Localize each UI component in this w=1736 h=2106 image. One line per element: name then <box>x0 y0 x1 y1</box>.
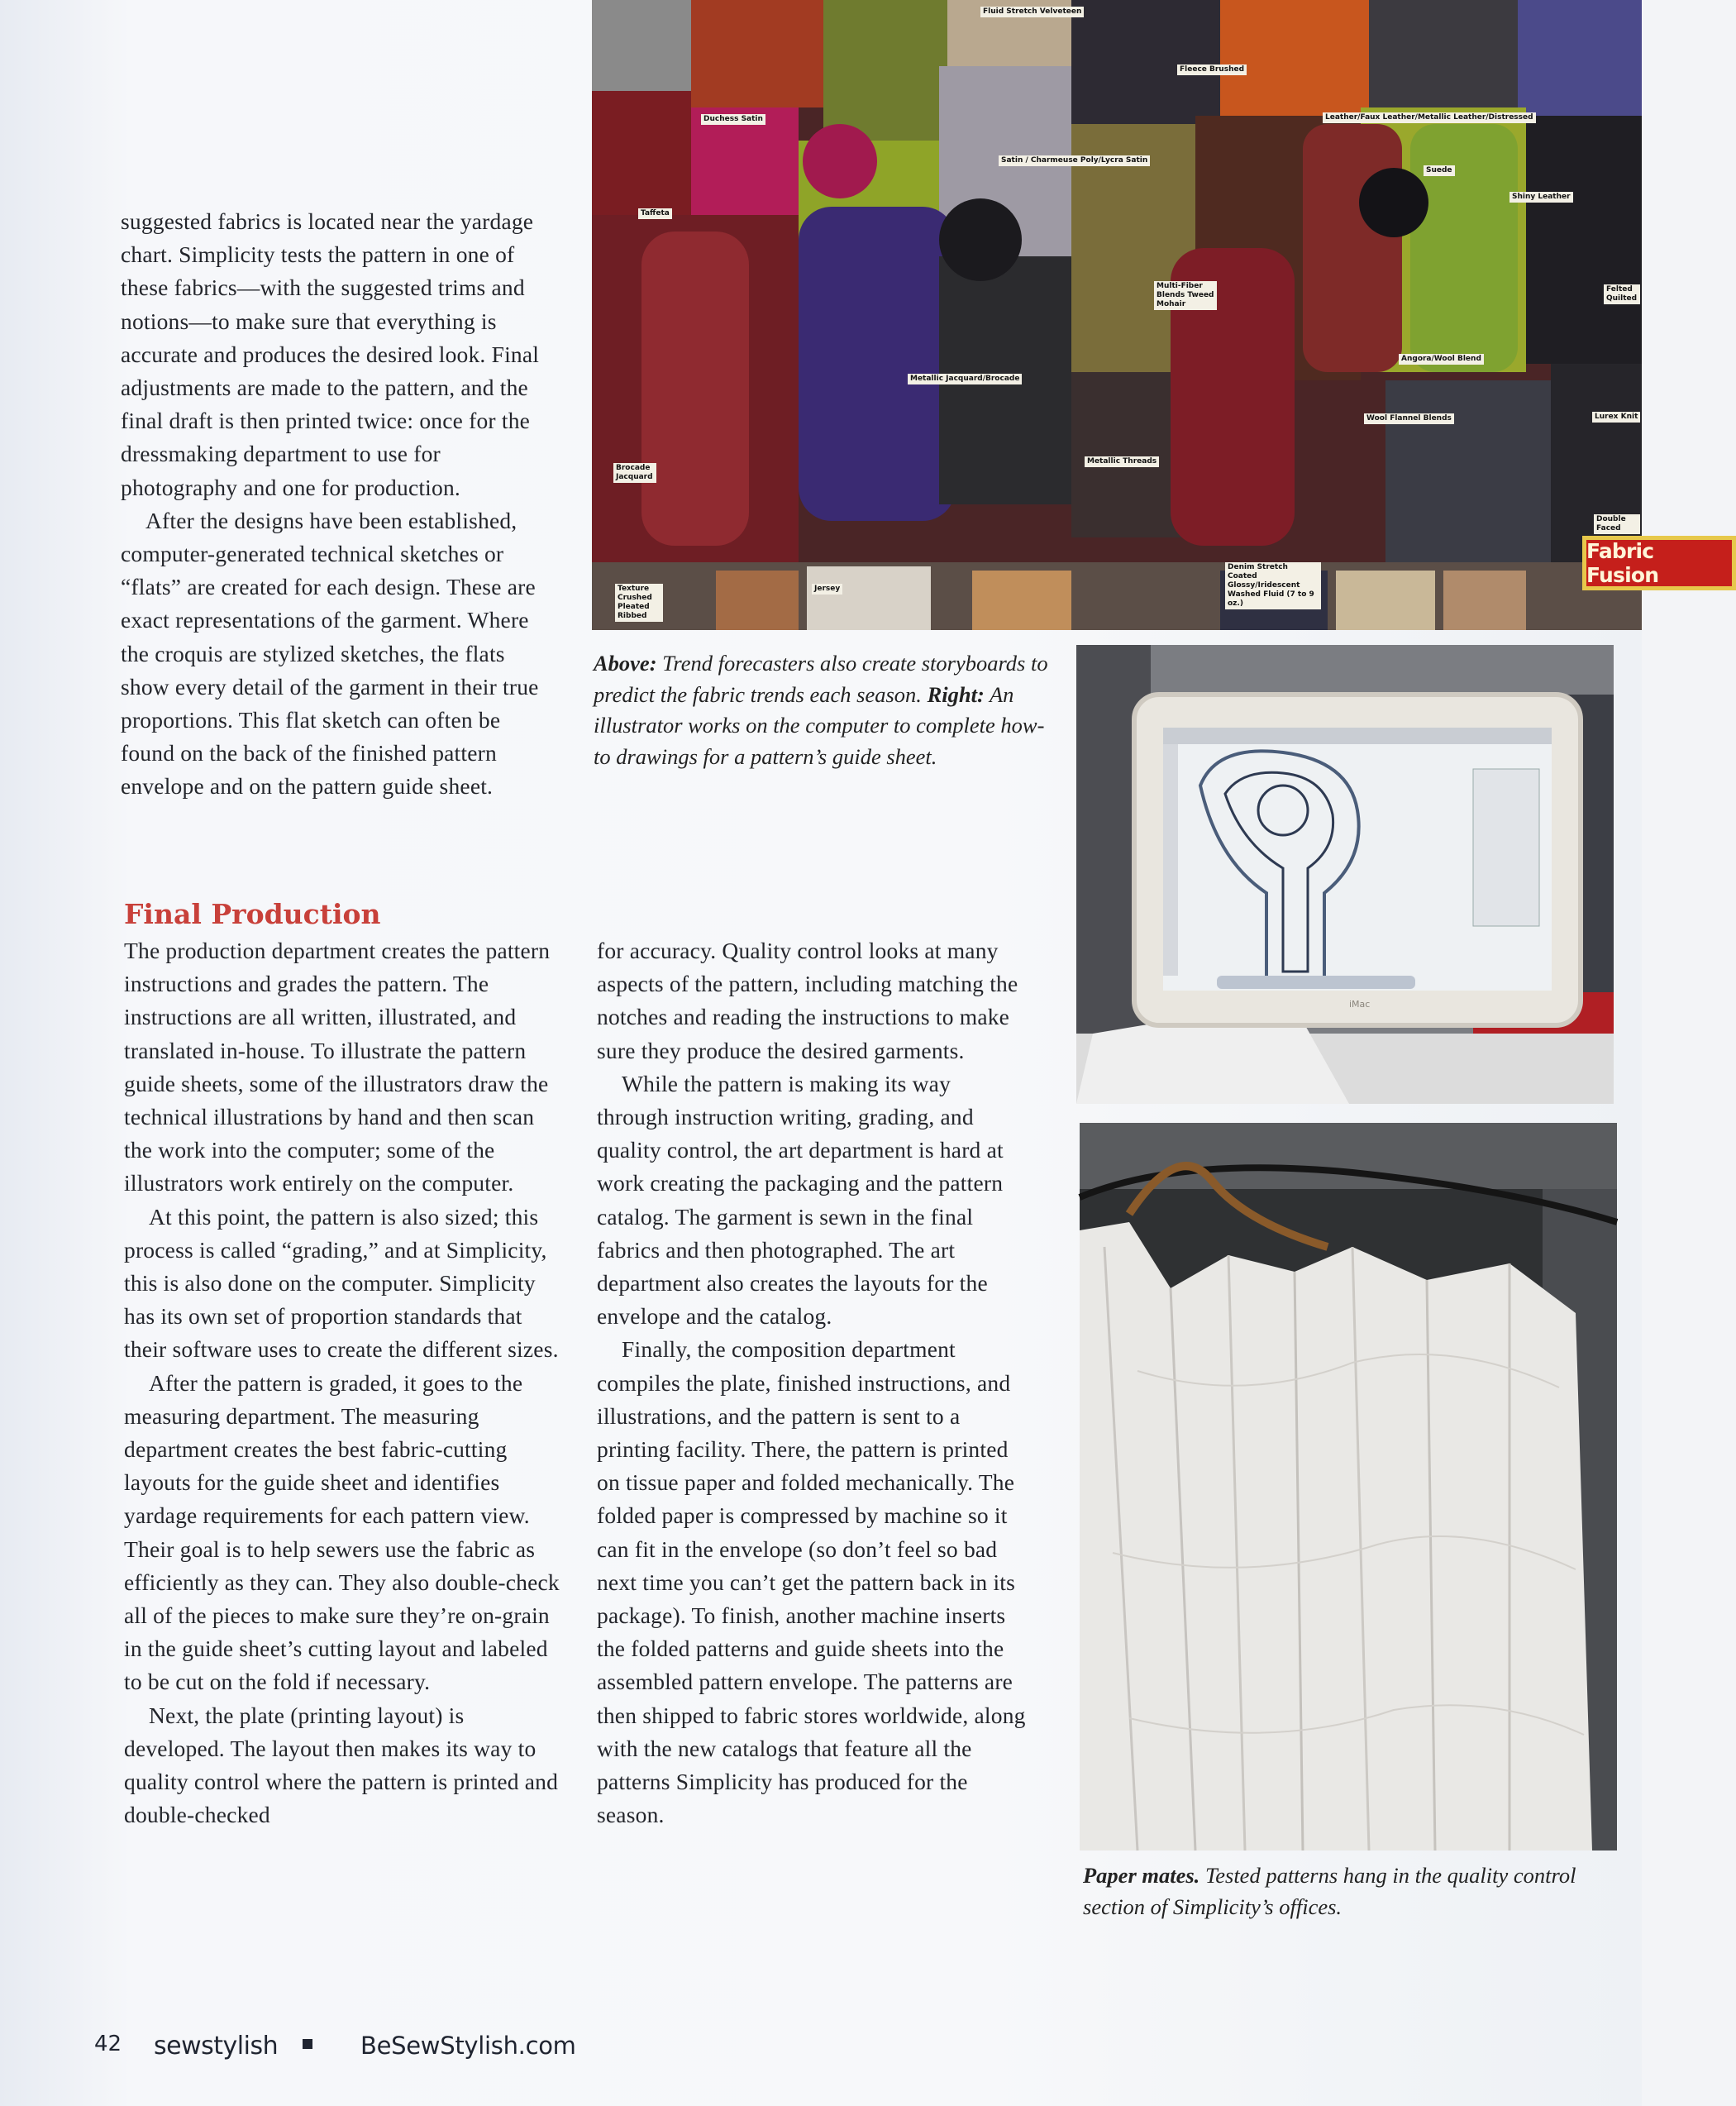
fabric-label: Satin / Charmeuse Poly/Lycra Satin <box>999 155 1150 166</box>
imac-artwork <box>1076 645 1614 1104</box>
paragraph: Next, the plate (printing layout) is developed. The layout then makes its way to quality control where the pattern is printed and double-checked <box>124 1702 559 1828</box>
paragraph: After the pattern is graded, it goes to the measuring department. The measuring department creates the best fabric-cutting layouts for the guide sheet and identifies yardage requirements for each pattern view. Their goal is to help sewers use the fabric as efficiently as they can. They also double-check all of the pieces to make sure they’re on-grain in the guide sheet’s cutting layout and labeled to be cut on the fold if necessary. <box>124 1369 560 1695</box>
fabric-label: Jersey <box>812 584 842 595</box>
fabric-label: Texture Crushed Pleated Ribbed <box>615 584 663 622</box>
collage-artwork <box>592 0 1642 630</box>
fabric-label: Suede <box>1424 165 1455 176</box>
caption-label: Paper mates. <box>1083 1863 1200 1888</box>
fabric-label: Denim Stretch Coated Glossy/Iridescent Washed Fluid (7 to 9 oz.) <box>1225 562 1321 609</box>
fabric-label: Angora/Wool Blend <box>1399 354 1484 365</box>
fabric-label: Taffeta <box>638 208 672 219</box>
paragraph: for accuracy. Quality control looks at many aspects of the pattern, including matching the notches and reading the instructions to make sure they produce the desired garments. <box>597 938 1018 1063</box>
caption-text: An illustrator works on the computer to complete how-to drawings for a pattern’s guide sheet. <box>594 681 1045 769</box>
page-number: 42 <box>94 2032 122 2056</box>
fabric-label: Shiny Leather <box>1509 192 1573 203</box>
article-column-2 <box>124 934 562 1831</box>
footer-bullet-icon <box>303 2039 312 2049</box>
website-link[interactable]: BeSewStylish.com <box>360 2032 576 2060</box>
fabric-label: Lurex Knit <box>1592 412 1640 423</box>
fabric-label: Metallic Jacquard/Brocade <box>908 374 1022 384</box>
fabric-label: Fleece Brushed <box>1177 64 1247 75</box>
photo-caption-top <box>594 648 1056 772</box>
fabric-trend-collage-photo <box>592 0 1659 630</box>
pattern-rack-photo <box>1080 1123 1617 1851</box>
fabric-label: Fluid Stretch Velveteen <box>980 7 1084 17</box>
fabric-label: Leather/Faux Leather/Metallic Leather/Distressed <box>1323 112 1536 123</box>
caption-label: Above: <box>594 651 657 676</box>
article-column-3 <box>597 934 1027 1831</box>
caption-text: Tested patterns hang in the quality control section of Simplicity’s offices. <box>1083 1863 1576 1919</box>
section-heading: Final Production <box>124 898 381 930</box>
illustrator-computer-photo <box>1076 645 1614 1104</box>
fabric-label: Metallic Threads <box>1085 456 1159 467</box>
fabric-label: Duchess Satin <box>701 114 765 125</box>
paragraph: Finally, the composition department compiles the plate, finished instructions, and illustrations, and the pattern is sent to a printing facility. There, the pattern is printed on tissue paper and folded mechanically. The folded paper is compressed by machine so it can fit in the envelope (so don’t feel so bad next time you can’t get the pattern back in its package). To finish, another machine inserts the folded patterns and guide sheets into the assembled pattern envelope. The patterns are then shipped to fabric stores worldwide, along with the new catalogs that feature all the patterns Simplicity has produced for the season. <box>597 1336 1026 1828</box>
paragraph: suggested fabrics is located near the yardage chart. Simplicity tests the pattern in one of these fabrics—with the suggested trims and notions—to make sure that everything is accurate and produces the desired look. Final adjustments are made to the pattern, and the final draft is then printed twice: once for the dressmaking department to use for photography and one for production. <box>121 208 540 500</box>
article-column-1 <box>121 205 559 804</box>
rack-artwork <box>1080 1123 1617 1851</box>
fabric-label: Double Faced <box>1594 514 1640 534</box>
caption-label: Right: <box>927 681 985 707</box>
fabric-label: Multi-Fiber Blends Tweed Mohair <box>1154 281 1217 310</box>
paragraph: While the pattern is making its way through instruction writing, grading, and quality control, the art department is hard at work creating the packaging and the pattern catalog. The garment is sewn in the final fabrics and then photographed. The art department also creates the layouts for the envelope and the catalog. <box>597 1070 1004 1330</box>
photo-caption-bottom <box>1083 1860 1620 1922</box>
fabric-fusion-sign: Fabric Fusion <box>1582 536 1736 590</box>
imac-logo: iMac <box>1349 999 1371 1010</box>
fabric-label: Wool Flannel Blends <box>1364 413 1454 424</box>
fabric-label: Felted Quilted <box>1604 284 1640 304</box>
paragraph: After the designs have been established, computer-generated technical sketches or “flats” are created for each design. These are exact representations of the garment. Where the croquis are stylized sketches, the flats show every detail of the garment in their true proportions. This flat sketch can often be found on the back of the finished pattern envelope and on the pattern guide sheet. <box>121 507 539 800</box>
paragraph: The production department creates the pattern instructions and grades the pattern. The instructions are all written, illustrated, and translated in-house. To illustrate the pattern guide sheets, some of the illustrators draw the technical illustrations by hand and then scan the work into the computer; some of the illustrators work entirely on the computer. <box>124 938 551 1196</box>
magazine-name: sewstylish <box>154 2032 279 2061</box>
fabric-label: Brocade Jacquard <box>613 463 656 483</box>
paragraph: At this point, the pattern is also sized; this process is called “grading,” and at Simplicity, this is also done on the computer. Simplicity has its own set of proportion standards that their software uses to create the different sizes. <box>124 1203 559 1363</box>
caption-text: Trend forecasters also create storyboards to predict the fabric trends each season. <box>594 651 1048 707</box>
